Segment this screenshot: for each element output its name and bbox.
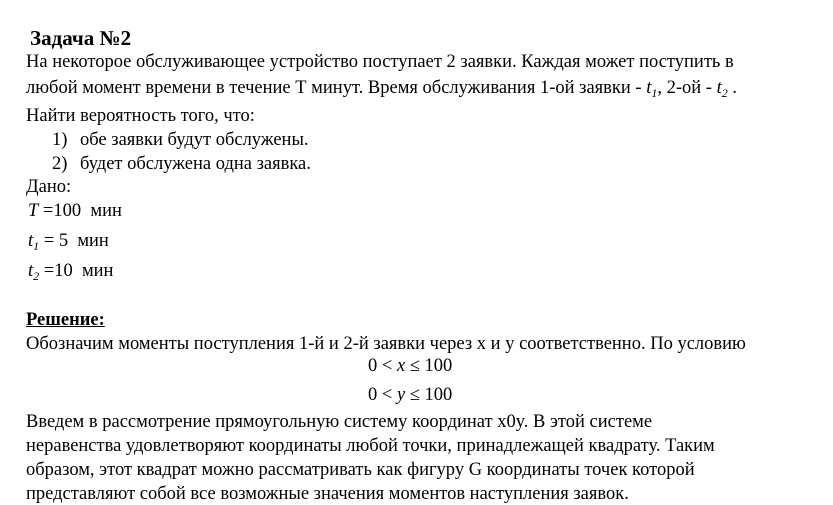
solution-heading: Решение:	[26, 310, 105, 330]
list-item-number: 1)	[52, 130, 68, 150]
given-t2: $t_2 =10$ мин	[28, 261, 114, 283]
t2-symbol: $t_2$	[716, 78, 728, 100]
problem-line-2-mid: , 2-ой -	[657, 78, 717, 98]
list-item	[52, 154, 311, 175]
inequality-y: 0 < y ≤ 100	[368, 385, 453, 405]
solution-paragraph-line: представляют собой все возможные значения моментов наступления заявок.	[26, 484, 629, 504]
problem-line-2-end: .	[727, 78, 737, 98]
solution-paragraph-line: образом, этот квадрат можно рассматривать как фигуру G координаты точек которой	[26, 460, 695, 480]
given-T: T =100 мин	[28, 201, 122, 221]
inequality-x: 0 < x ≤ 100	[368, 356, 453, 376]
solution-paragraph-line: Введем в рассмотрение прямоугольную систему координат x0y. В этой системе	[26, 412, 653, 432]
solution-paragraph-line: неравенства удовлетворяют координаты любой точки, принадлежащей квадрату. Таким	[26, 436, 715, 456]
list-item-number: 2)	[52, 154, 68, 174]
given-t1: $t_1 = 5$ мин	[28, 231, 109, 253]
problem-line-2-text: любой момент времени в течение Т минут. Время обслуживания 1-ой заявки -	[26, 78, 647, 98]
list-item	[52, 130, 309, 151]
list-item-text: будет обслужена одна заявка.	[80, 154, 311, 174]
problem-title: Задача №2	[30, 26, 132, 50]
solution-line-1: Обозначим моменты поступления 1-й и 2-й заявки через x и y соответственно. По условию	[26, 334, 746, 354]
problem-line-2	[26, 78, 737, 101]
list-item-text: обе заявки будут обслужены.	[80, 130, 309, 150]
problem-line-1: На некоторое обслуживающее устройство поступает 2 заявки. Каждая может поступить в	[26, 52, 734, 72]
given-label: Дано:	[26, 177, 72, 197]
t1-symbol: $t_1$	[646, 78, 658, 100]
problem-line-3: Найти вероятность того, что:	[26, 106, 255, 126]
